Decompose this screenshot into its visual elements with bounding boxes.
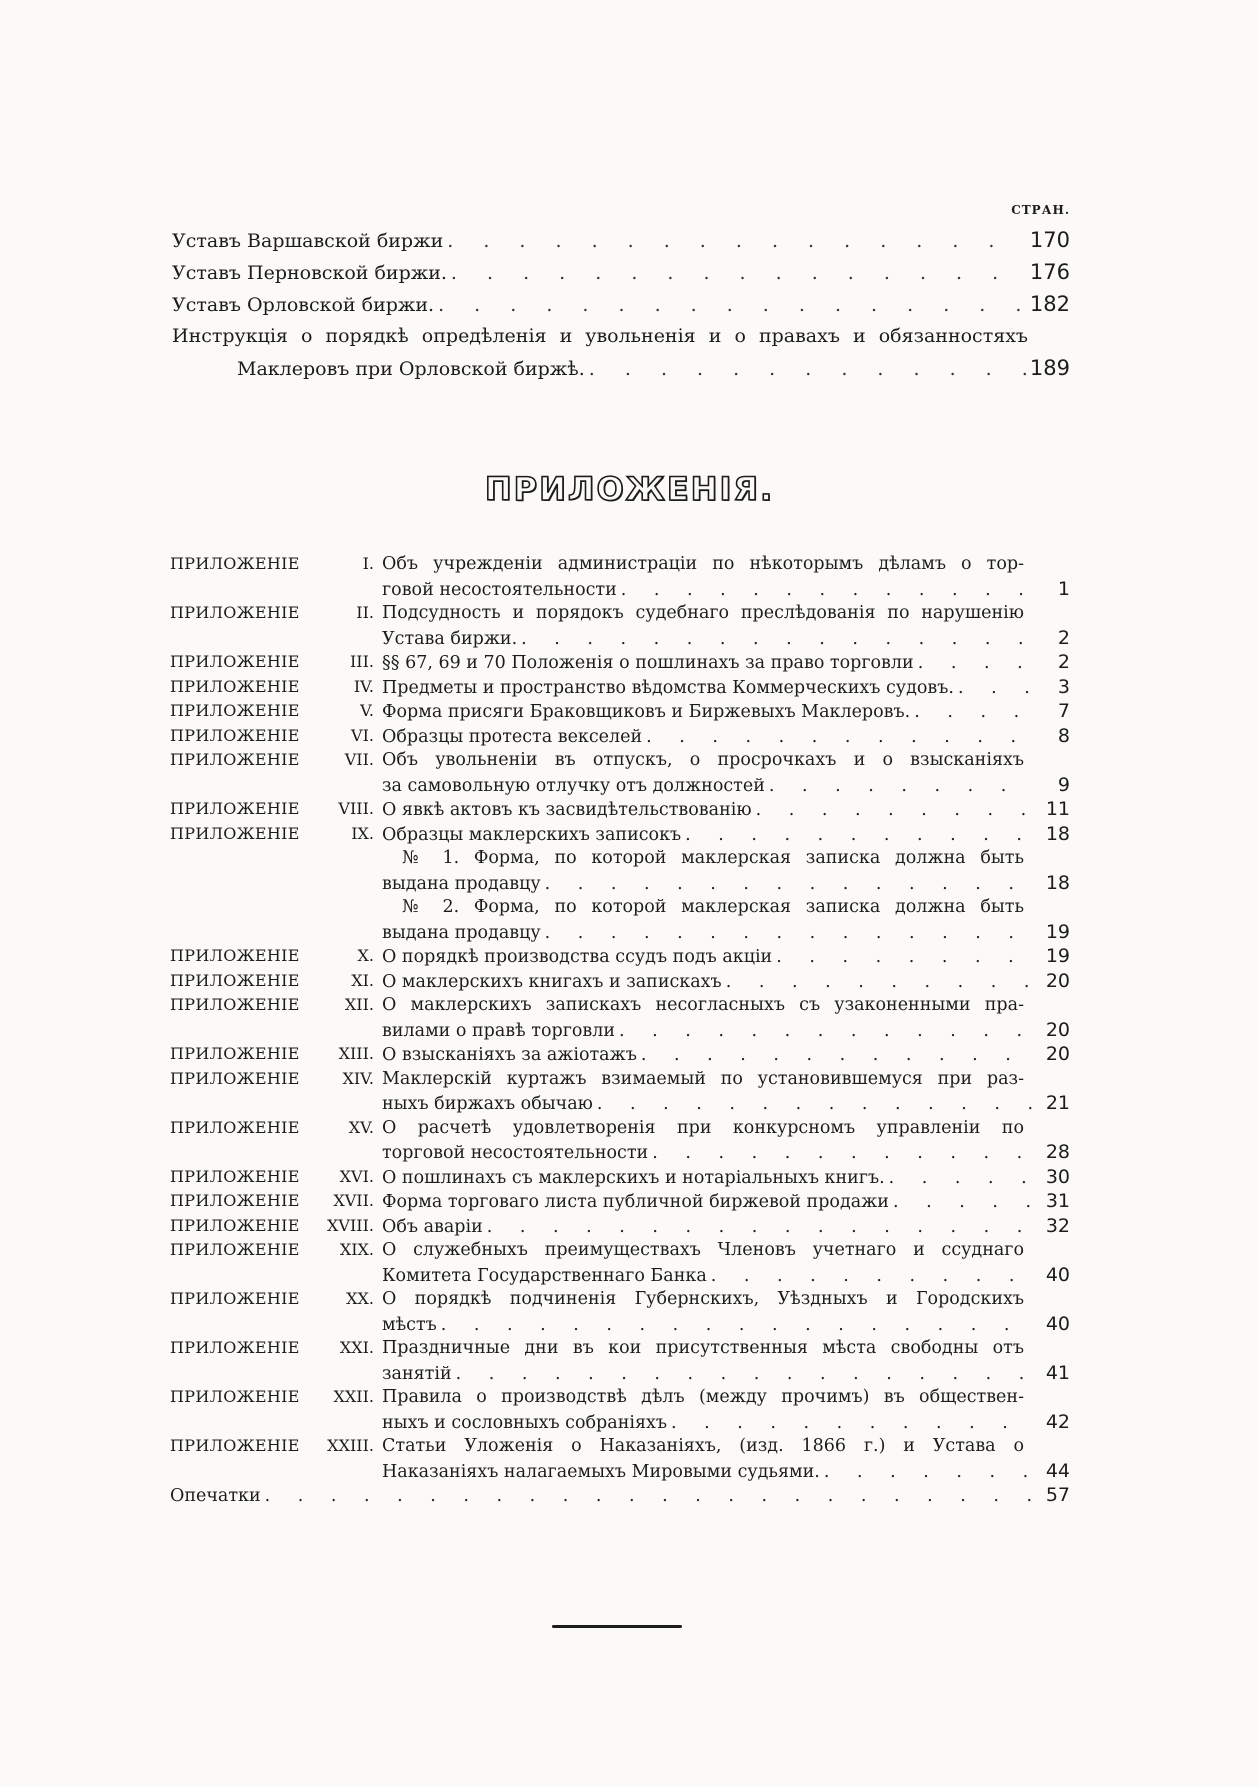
appendix-title: Подсудность и порядокъ судебнаго преслѣдованія по нарушенію <box>382 603 1024 623</box>
appendix-title: вилами о правѣ торговли <box>382 1020 616 1041</box>
appendix-title: Образцы маклерскихъ записокъ <box>382 824 682 845</box>
dot-leader <box>438 289 1026 321</box>
dot-leader <box>652 1141 1032 1166</box>
appendix-line <box>382 1165 1070 1190</box>
appendix-label: ПРИЛОЖЕНІЕ <box>170 1044 300 1063</box>
appendix-page: 42 <box>1045 1410 1070 1433</box>
appendix-page: 7 <box>1057 700 1070 722</box>
end-rule <box>552 1625 682 1628</box>
dot-leader <box>756 798 1032 823</box>
appendix-page: 30 <box>1045 1165 1070 1188</box>
appendix-number: XVII. <box>333 1191 374 1210</box>
appendix-page: 40 <box>1045 1263 1070 1286</box>
appendix-label: ПРИЛОЖЕНІЕ <box>170 946 300 965</box>
appendix-label: ПРИЛОЖЕНІЕ <box>170 750 300 769</box>
appendix-body <box>382 1238 1070 1287</box>
appendix-title: ныхъ и сословныхъ собраніяхъ <box>382 1412 667 1433</box>
appendix-line <box>382 773 1070 798</box>
sub-entry-body <box>382 846 1070 895</box>
appendices-heading: ПРИЛОЖЕНІЯ. <box>484 470 775 508</box>
sub-entry-line <box>382 920 1070 945</box>
appendix-title: ныхъ биржахъ обычаю <box>382 1094 593 1114</box>
appendix-title: О пошлинахъ съ маклерскихъ и нотаріальныхъ книгъ. <box>382 1167 885 1188</box>
appendix-page: 20 <box>1045 1018 1070 1041</box>
appendix-page: 20 <box>1045 969 1070 992</box>
appendix-entry <box>170 993 1070 1042</box>
toc-entry-title: Инструкція о порядкѣ опредѣленія и увольненія и о правахъ и обязанностяхъ <box>172 325 1028 347</box>
toc-entry-page: 170 <box>1029 228 1070 252</box>
appendix-page: 28 <box>1045 1141 1070 1163</box>
appendix-body <box>382 601 1070 650</box>
sub-entry-line <box>382 871 1070 896</box>
dot-leader <box>487 1215 1032 1240</box>
appendix-title: занятій <box>382 1363 452 1384</box>
sub-entry-line <box>382 846 1070 871</box>
appendix-page: 41 <box>1045 1361 1070 1384</box>
dot-leader <box>726 970 1032 995</box>
dot-leader <box>769 774 1032 799</box>
appendix-body <box>382 1287 1070 1336</box>
appendix-title: Маклерскій куртажъ взимаемый по установившемуся при раз- <box>382 1068 1024 1089</box>
appendix-line <box>382 552 1070 577</box>
errata-page: 57 <box>1045 1484 1070 1506</box>
appendix-number: XXI. <box>339 1338 374 1357</box>
appendix-number: VII. <box>344 750 374 769</box>
appendix-body <box>382 944 1070 969</box>
appendix-line <box>382 1410 1070 1435</box>
appendix-line <box>382 1214 1070 1239</box>
dot-leader <box>889 1166 1032 1191</box>
appendix-number: XX. <box>346 1289 374 1308</box>
appendix-line <box>382 822 1070 847</box>
appendix-page: 32 <box>1045 1214 1070 1237</box>
appendix-title: Объ увольненіи въ отпускъ, о просрочкахъ и о взысканіяхъ <box>382 750 1024 770</box>
appendix-entry <box>170 650 1070 675</box>
page-column-header: СТРАН. <box>1011 203 1070 217</box>
dot-leader <box>447 225 1026 257</box>
appendix-entry <box>170 1067 1070 1116</box>
appendix-body <box>382 699 1070 724</box>
appendix-title: Наказаніяхъ налагаемыхъ Мировыми судьями. <box>382 1461 820 1482</box>
dot-leader <box>685 823 1032 848</box>
appendix-label: ПРИЛОЖЕНІЕ <box>170 1387 300 1406</box>
appendix-title: Объ учрежденіи администраціи по нѣкоторымъ дѣламъ о тор- <box>382 554 1024 574</box>
appendix-number: XVI. <box>339 1166 374 1186</box>
appendix-title: за самовольную отлучку отъ должностей <box>382 775 765 796</box>
appendix-page: 11 <box>1045 798 1070 820</box>
appendix-number: XI. <box>351 970 374 990</box>
appendix-body <box>382 1385 1070 1434</box>
appendix-line <box>382 1336 1070 1361</box>
appendix-entry <box>170 748 1070 797</box>
appendix-page: 8 <box>1057 724 1070 747</box>
appendix-number: XXII. <box>333 1387 374 1406</box>
appendix-label: ПРИЛОЖЕНІЕ <box>170 554 300 573</box>
appendix-body <box>382 724 1070 749</box>
appendix-label: ПРИЛОЖЕНІЕ <box>170 1068 300 1088</box>
appendix-number: XII. <box>344 995 374 1014</box>
appendix-entry <box>170 1238 1070 1287</box>
appendix-title: О взысканіяхъ за ажіотажъ <box>382 1045 637 1065</box>
dot-leader <box>914 700 1032 725</box>
appendix-line <box>382 993 1070 1018</box>
appendix-number: XXIII. <box>327 1436 374 1455</box>
appendix-line <box>382 1140 1070 1165</box>
appendix-body <box>382 797 1070 822</box>
appendix-page: 3 <box>1057 675 1070 698</box>
appendix-title: О порядкѣ подчиненія Губернскихъ, Уѣздныхъ и Городскихъ <box>382 1289 1024 1309</box>
appendix-page: 44 <box>1045 1459 1070 1482</box>
appendix-line <box>382 1361 1070 1386</box>
toc-entry-title: Уставъ Варшавской биржи <box>172 230 444 252</box>
appendix-label: ПРИЛОЖЕНІЕ <box>170 725 300 745</box>
appendix-entry <box>170 675 1070 700</box>
dot-leader <box>918 651 1032 676</box>
appendix-title: О маклерскихъ книгахъ и запискахъ <box>382 971 722 992</box>
appendix-title: О явкѣ актовъ къ засвидѣтельствованію <box>382 800 752 820</box>
dot-leader <box>521 627 1032 652</box>
appendix-body <box>382 969 1070 994</box>
appendix-page: 19 <box>1045 945 1070 967</box>
appendix-entry <box>170 552 1070 601</box>
appendix-body <box>382 1165 1070 1190</box>
appendix-entry <box>170 1116 1070 1165</box>
appendix-number: XIX. <box>339 1240 374 1259</box>
appendix-number: XV. <box>348 1117 374 1137</box>
dot-leader <box>824 1460 1032 1485</box>
appendix-label: ПРИЛОЖЕНІЕ <box>170 701 300 720</box>
toc-entry <box>172 224 1070 256</box>
appendix-entry <box>170 1434 1070 1483</box>
appendix-line <box>382 1385 1070 1410</box>
appendix-page: 40 <box>1045 1312 1070 1335</box>
dot-leader <box>456 1362 1032 1387</box>
toc-entry-title: Уставъ Перновской биржи. <box>172 262 447 284</box>
appendix-page: 18 <box>1045 822 1070 845</box>
appendix-number: V. <box>360 701 374 720</box>
sub-entry-body <box>382 895 1070 944</box>
sub-entry <box>170 846 1070 895</box>
appendix-line <box>382 1189 1070 1214</box>
appendix-entry <box>170 969 1070 994</box>
dot-leader <box>545 921 1032 946</box>
toc-entry-page: 176 <box>1029 260 1070 284</box>
appendix-title: Образцы протеста векселей <box>382 726 643 747</box>
appendix-body <box>382 1116 1070 1165</box>
appendix-label: ПРИЛОЖЕНІЕ <box>170 995 300 1014</box>
appendix-title: О служебныхъ преимуществахъ Членовъ учетнаго и ссуднаго <box>382 1240 1024 1260</box>
appendix-body <box>382 675 1070 700</box>
appendix-entry <box>170 1165 1070 1190</box>
dot-leader <box>958 676 1032 701</box>
appendix-line <box>382 1287 1070 1312</box>
appendix-entry <box>170 724 1070 749</box>
dot-leader <box>893 1190 1032 1215</box>
sub-entry-line <box>382 895 1070 920</box>
appendix-entry <box>170 797 1070 822</box>
appendix-title: торговой несостоятельности <box>382 1143 649 1163</box>
appendix-entry <box>170 1189 1070 1214</box>
appendix-entry <box>170 944 1070 969</box>
appendix-label: ПРИЛОЖЕНІЕ <box>170 1191 300 1210</box>
appendix-entry <box>170 699 1070 724</box>
appendix-line <box>382 1312 1070 1337</box>
appendix-body <box>382 1067 1070 1116</box>
sub-entry-title: № 2. Форма, по которой маклерская записка должна быть <box>402 897 1024 917</box>
appendix-entry <box>170 1214 1070 1239</box>
appendix-line <box>382 1263 1070 1288</box>
appendix-label: ПРИЛОЖЕНІЕ <box>170 1240 300 1259</box>
sub-entry-title: выдана продавцу <box>382 873 541 894</box>
appendix-number: II. <box>356 603 374 622</box>
toc-entry <box>172 288 1070 320</box>
dot-leader <box>265 1484 1032 1509</box>
appendix-line <box>382 675 1070 700</box>
appendix-entry <box>170 1287 1070 1336</box>
appendix-number: X. <box>357 946 374 965</box>
appendix-label: ПРИЛОЖЕНІЕ <box>170 652 300 671</box>
appendix-title: Комитета Государственнаго Банка <box>382 1265 707 1286</box>
dot-leader <box>545 872 1032 897</box>
appendix-number: IX. <box>351 823 374 843</box>
appendix-line <box>382 699 1070 724</box>
toc-entry-title: Маклеровъ при Орловской биржѣ. <box>237 358 585 380</box>
toc-entry <box>172 320 1070 352</box>
appendix-label: ПРИЛОЖЕНІЕ <box>170 970 300 990</box>
appendix-label: ПРИЛОЖЕНІЕ <box>170 1436 300 1455</box>
appendix-body <box>382 748 1070 797</box>
appendix-number: III. <box>349 652 374 671</box>
appendix-page: 2 <box>1057 651 1070 673</box>
appendix-line <box>382 1238 1070 1263</box>
appendix-title: Форма присяги Браковщиковъ и Биржевыхъ Маклеровъ. <box>382 702 911 722</box>
appendix-body <box>382 822 1070 847</box>
toc-entry-page: 182 <box>1029 292 1070 316</box>
sub-entry-page: 19 <box>1045 920 1070 943</box>
appendix-body <box>382 1434 1070 1483</box>
appendix-body <box>382 1214 1070 1239</box>
appendix-number: VI. <box>351 725 374 745</box>
errata-entry <box>170 1483 1070 1508</box>
appendix-page: 21 <box>1045 1092 1070 1114</box>
appendix-line <box>382 1018 1070 1043</box>
appendix-page: 20 <box>1045 1043 1070 1065</box>
appendix-title: О расчетѣ удовлетворенія при конкурсномъ управленіи по <box>382 1117 1024 1138</box>
appendix-line <box>382 1434 1070 1459</box>
appendix-title: О порядкѣ производства ссудъ подъ акціи <box>382 947 773 967</box>
dot-leader <box>589 353 1026 385</box>
dot-leader <box>441 1313 1032 1338</box>
appendix-line <box>382 724 1070 749</box>
appendix-title: мѣстъ <box>382 1314 437 1335</box>
appendix-label: ПРИЛОЖЕНІЕ <box>170 1215 300 1235</box>
dot-leader <box>619 1019 1032 1044</box>
appendix-list <box>170 552 1070 1508</box>
appendix-label: ПРИЛОЖЕНІЕ <box>170 823 300 843</box>
appendix-body <box>382 993 1070 1042</box>
appendix-line <box>382 748 1070 773</box>
appendix-line <box>382 1459 1070 1484</box>
appendix-label: ПРИЛОЖЕНІЕ <box>170 1117 300 1137</box>
appendix-body <box>382 1042 1070 1067</box>
sub-entry-title: выдана продавцу <box>382 922 541 943</box>
appendix-title: §§ 67, 69 и 70 Положенія о пошлинахъ за право торговли <box>382 653 914 673</box>
appendix-title: Объ аваріи <box>382 1216 483 1237</box>
appendix-body <box>382 1189 1070 1214</box>
appendix-body <box>382 552 1070 601</box>
dot-leader <box>641 1043 1032 1068</box>
appendix-label: ПРИЛОЖЕНІЕ <box>170 1338 300 1357</box>
appendix-line <box>382 1067 1070 1092</box>
dot-leader <box>621 578 1032 603</box>
appendix-page: 9 <box>1057 773 1070 796</box>
dot-leader <box>597 1092 1032 1117</box>
appendix-entry <box>170 822 1070 847</box>
sub-entry <box>170 895 1070 944</box>
appendix-page: 2 <box>1057 626 1070 649</box>
appendix-number: XIV. <box>342 1068 374 1088</box>
toc-entry-page: 189 <box>1029 356 1070 380</box>
appendix-title: говой несостоятельности <box>382 579 617 600</box>
appendix-title: Статьи Уложенія о Наказаніяхъ, (изд. 1866 г.) и Устава о <box>382 1436 1024 1456</box>
appendix-body <box>382 650 1070 675</box>
appendix-entry <box>170 1385 1070 1434</box>
sub-entry-page: 18 <box>1045 871 1070 894</box>
dot-leader <box>646 725 1032 750</box>
appendix-label: ПРИЛОЖЕНІЕ <box>170 603 300 622</box>
appendix-title: Устава биржи. <box>382 628 518 649</box>
appendix-body <box>382 1336 1070 1385</box>
appendix-title: О маклерскихъ запискахъ несогласныхъ съ узаконенными пра- <box>382 995 1024 1015</box>
dot-leader <box>451 257 1026 289</box>
sub-entry-title: № 1. Форма, по которой маклерская записка должна быть <box>402 848 1024 868</box>
toc-entry <box>172 256 1070 288</box>
appendix-line <box>382 1042 1070 1067</box>
dot-leader <box>671 1411 1032 1436</box>
appendix-label: ПРИЛОЖЕНІЕ <box>170 676 300 696</box>
dot-leader <box>711 1264 1032 1289</box>
appendix-title: Предметы и пространство вѣдомства Коммерческихъ судовъ. <box>382 677 954 698</box>
appendix-number: IV. <box>353 676 374 696</box>
appendix-label: ПРИЛОЖЕНІЕ <box>170 1166 300 1186</box>
appendix-line <box>382 969 1070 994</box>
appendix-title: Правила о производствѣ дѣлъ (между прочимъ) въ обществен- <box>382 1387 1024 1407</box>
appendix-number: XIII. <box>338 1044 374 1063</box>
appendix-line <box>382 626 1070 651</box>
errata-title: Опечатки <box>170 1486 261 1506</box>
appendix-line <box>382 1116 1070 1141</box>
toc-entry-continuation <box>172 352 1070 384</box>
appendix-title: Форма торговаго листа публичной биржевой продажи <box>382 1192 889 1212</box>
appendix-line <box>382 577 1070 602</box>
appendix-page: 31 <box>1045 1190 1070 1212</box>
top-entries <box>172 224 1070 384</box>
appendix-number: VIII. <box>338 799 374 818</box>
appendix-line <box>382 797 1070 822</box>
toc-entry-title: Уставъ Орловской биржи. <box>172 294 435 316</box>
appendix-number: XVIII. <box>327 1215 374 1235</box>
appendix-entry <box>170 1042 1070 1067</box>
dot-leader <box>776 945 1032 970</box>
appendix-title: Праздничные дни въ кои присутственныя мѣста свободны отъ <box>382 1338 1024 1358</box>
appendix-line <box>382 601 1070 626</box>
appendix-label: ПРИЛОЖЕНІЕ <box>170 799 300 818</box>
appendix-entry <box>170 1336 1070 1385</box>
appendix-entry <box>170 601 1070 650</box>
appendix-line <box>382 650 1070 675</box>
appendix-line <box>382 1091 1070 1116</box>
appendix-label: ПРИЛОЖЕНІЕ <box>170 1289 300 1308</box>
appendix-number: I. <box>362 554 374 573</box>
appendix-line <box>382 944 1070 969</box>
appendix-page: 1 <box>1057 577 1070 600</box>
